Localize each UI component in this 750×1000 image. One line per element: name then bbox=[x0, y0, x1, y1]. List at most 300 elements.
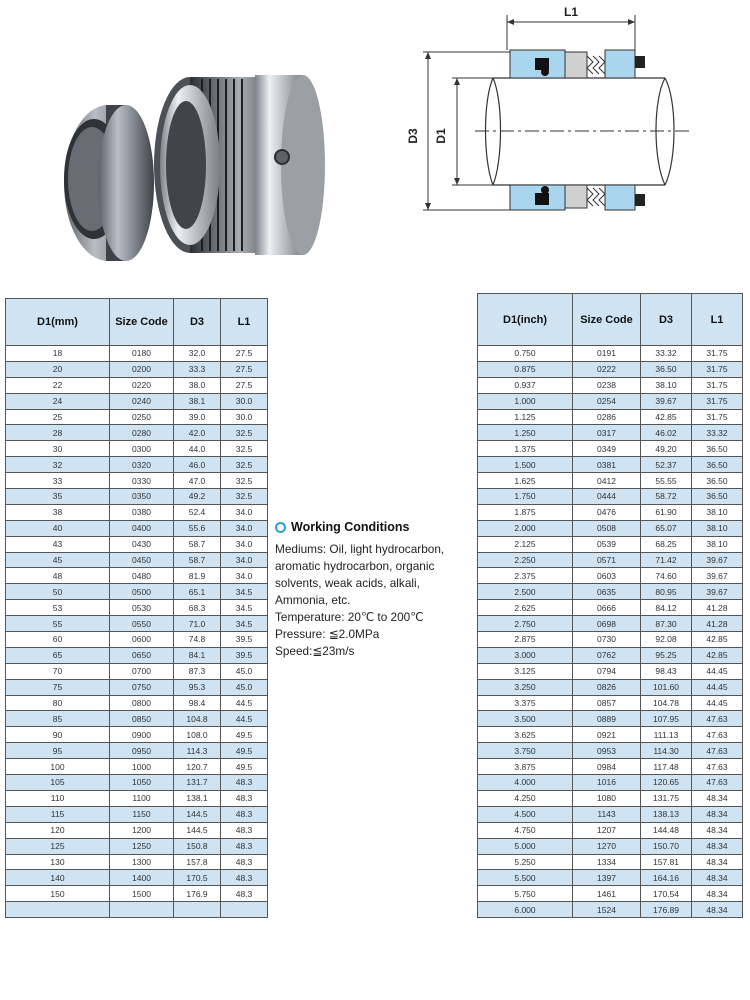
cell-d1: 5.500 bbox=[478, 870, 573, 886]
cell-d1: 50 bbox=[6, 584, 110, 600]
cell-d3: 92.08 bbox=[641, 632, 692, 648]
cell-size-code: 0508 bbox=[573, 520, 641, 536]
cell-d3: 87.30 bbox=[641, 616, 692, 632]
cell-size-code: 1461 bbox=[573, 886, 641, 902]
cell-l1: 34.5 bbox=[221, 584, 268, 600]
table-row bbox=[6, 489, 268, 505]
mediums-text: Mediums: Oil, light hydrocarbon, aromatic hydrocarbon, organic solvents, weak acids, alkali, Ammonia, etc. bbox=[275, 542, 445, 607]
table-row bbox=[6, 441, 268, 457]
cell-d1: 2.125 bbox=[478, 536, 573, 552]
cell-l1: 38.10 bbox=[692, 536, 743, 552]
table-row bbox=[478, 457, 743, 473]
cell-d3: 47.0 bbox=[174, 473, 221, 489]
cell-d3: 46.02 bbox=[641, 425, 692, 441]
cell-d1: 43 bbox=[6, 536, 110, 552]
cell-d3: 58.7 bbox=[174, 536, 221, 552]
cell-size-code: 0539 bbox=[573, 536, 641, 552]
cell-size-code: 0730 bbox=[573, 632, 641, 648]
cell-d1: 1.250 bbox=[478, 425, 573, 441]
cell-d1: 2.500 bbox=[478, 584, 573, 600]
cell-d3: 84.12 bbox=[641, 600, 692, 616]
cell-l1: 48.3 bbox=[221, 775, 268, 791]
cell-size-code: 1397 bbox=[573, 870, 641, 886]
cell-d1: 45 bbox=[6, 552, 110, 568]
cell-size-code: 0550 bbox=[110, 616, 174, 632]
cell-l1: 34.0 bbox=[221, 568, 268, 584]
cell-d3: 101.60 bbox=[641, 679, 692, 695]
cell-l1: 32.5 bbox=[221, 489, 268, 505]
pressure-text: Pressure: ≦2.0MPa bbox=[275, 627, 380, 641]
cell-d1: 95 bbox=[6, 743, 110, 759]
cell-l1: 31.75 bbox=[692, 393, 743, 409]
cell-l1: 47.63 bbox=[692, 743, 743, 759]
cell-l1: 36.50 bbox=[692, 457, 743, 473]
cell-l1: 44.45 bbox=[692, 695, 743, 711]
cell-size-code: 0240 bbox=[110, 393, 174, 409]
table-row bbox=[478, 600, 743, 616]
cell-d1: 1.750 bbox=[478, 489, 573, 505]
cell-size-code: 0380 bbox=[110, 504, 174, 520]
cell-size-code: 0400 bbox=[110, 520, 174, 536]
cell-d1: 53 bbox=[6, 600, 110, 616]
cell-size-code: 0476 bbox=[573, 504, 641, 520]
cell-l1: 48.3 bbox=[221, 854, 268, 870]
table-header-row bbox=[478, 294, 743, 346]
cell-d3: 144.5 bbox=[174, 806, 221, 822]
table-row bbox=[478, 902, 743, 918]
cell-size-code: 0794 bbox=[573, 663, 641, 679]
table-row bbox=[6, 616, 268, 632]
table-row bbox=[6, 759, 268, 775]
cell-d3: 144.5 bbox=[174, 822, 221, 838]
cell-d1: 1.625 bbox=[478, 473, 573, 489]
table-row bbox=[478, 759, 743, 775]
cell-d1: 5.000 bbox=[478, 838, 573, 854]
cell-l1: 32.5 bbox=[221, 473, 268, 489]
cell-d3: 104.78 bbox=[641, 695, 692, 711]
cell-l1: 41.28 bbox=[692, 600, 743, 616]
cell-d1 bbox=[6, 902, 110, 918]
cell-d3: 150.8 bbox=[174, 838, 221, 854]
cell-d3: 131.75 bbox=[641, 790, 692, 806]
cell-size-code: 0666 bbox=[573, 600, 641, 616]
table-row bbox=[6, 504, 268, 520]
cell-d3: 170.5 bbox=[174, 870, 221, 886]
cell-l1: 39.5 bbox=[221, 647, 268, 663]
cell-d3: 108.0 bbox=[174, 727, 221, 743]
cell-d1: 140 bbox=[6, 870, 110, 886]
cell-size-code: 0349 bbox=[573, 441, 641, 457]
cell-d3: 49.2 bbox=[174, 489, 221, 505]
cell-d3: 52.37 bbox=[641, 457, 692, 473]
metric-size-table bbox=[5, 298, 268, 918]
cell-d3: 87.3 bbox=[174, 663, 221, 679]
cell-l1: 38.10 bbox=[692, 520, 743, 536]
cell-l1: 48.34 bbox=[692, 822, 743, 838]
cell-l1: 38.10 bbox=[692, 504, 743, 520]
table-row bbox=[478, 616, 743, 632]
cell-size-code: 1270 bbox=[573, 838, 641, 854]
table-row bbox=[478, 743, 743, 759]
cell-d3: 68.3 bbox=[174, 600, 221, 616]
cell-l1: 41.28 bbox=[692, 616, 743, 632]
cell-d3: 38.0 bbox=[174, 377, 221, 393]
cell-d1: 30 bbox=[6, 441, 110, 457]
cell-d1: 3.250 bbox=[478, 679, 573, 695]
column-header-l1: L1 bbox=[692, 294, 743, 346]
speed-text: Speed:≦23m/s bbox=[275, 644, 355, 658]
d3-label: D3 bbox=[406, 128, 420, 144]
cell-size-code: 0800 bbox=[110, 695, 174, 711]
cell-size-code: 0250 bbox=[110, 409, 174, 425]
table-row bbox=[6, 393, 268, 409]
cell-l1: 27.5 bbox=[221, 361, 268, 377]
cell-d3: 33.32 bbox=[641, 346, 692, 362]
cell-d1: 1.125 bbox=[478, 409, 573, 425]
cell-d3: 114.3 bbox=[174, 743, 221, 759]
cell-d1: 60 bbox=[6, 632, 110, 648]
column-header-d3: D3 bbox=[641, 294, 692, 346]
cell-d3: 42.0 bbox=[174, 425, 221, 441]
cell-l1: 31.75 bbox=[692, 361, 743, 377]
cell-d3: 95.3 bbox=[174, 679, 221, 695]
table-row bbox=[6, 425, 268, 441]
cell-size-code: 0921 bbox=[573, 727, 641, 743]
cell-d3: 114.30 bbox=[641, 743, 692, 759]
cell-size-code: 0650 bbox=[110, 647, 174, 663]
table-row bbox=[6, 886, 268, 902]
cell-l1: 48.34 bbox=[692, 838, 743, 854]
cell-d3: 104.8 bbox=[174, 711, 221, 727]
table-row bbox=[478, 393, 743, 409]
cell-d1: 2.000 bbox=[478, 520, 573, 536]
cell-l1: 48.34 bbox=[692, 870, 743, 886]
cell-size-code: 0953 bbox=[573, 743, 641, 759]
cell-size-code: 0530 bbox=[110, 600, 174, 616]
cell-l1: 30.0 bbox=[221, 393, 268, 409]
cell-l1: 39.5 bbox=[221, 632, 268, 648]
cell-d3: 32.0 bbox=[174, 346, 221, 362]
column-header-size-code: Size Code bbox=[110, 299, 174, 346]
cell-d1: 18 bbox=[6, 346, 110, 362]
table-row bbox=[6, 473, 268, 489]
table-row bbox=[6, 870, 268, 886]
cell-d1: 0.937 bbox=[478, 377, 573, 393]
table-row bbox=[478, 663, 743, 679]
table-row bbox=[478, 568, 743, 584]
cell-l1: 27.5 bbox=[221, 377, 268, 393]
cell-d1: 100 bbox=[6, 759, 110, 775]
cell-l1: 48.3 bbox=[221, 838, 268, 854]
cell-d1: 130 bbox=[6, 854, 110, 870]
table-row bbox=[6, 902, 268, 918]
table-row bbox=[478, 409, 743, 425]
cell-l1: 39.67 bbox=[692, 552, 743, 568]
cell-d3: 74.8 bbox=[174, 632, 221, 648]
cell-size-code: 1100 bbox=[110, 790, 174, 806]
cell-d1: 80 bbox=[6, 695, 110, 711]
cell-d1: 90 bbox=[6, 727, 110, 743]
table-row bbox=[478, 504, 743, 520]
cell-size-code: 0180 bbox=[110, 346, 174, 362]
cell-size-code: 0254 bbox=[573, 393, 641, 409]
cell-d3: 80.95 bbox=[641, 584, 692, 600]
cell-l1: 44.5 bbox=[221, 711, 268, 727]
cell-l1: 27.5 bbox=[221, 346, 268, 362]
cell-size-code: 0444 bbox=[573, 489, 641, 505]
cell-d3: 107.95 bbox=[641, 711, 692, 727]
cell-l1: 48.34 bbox=[692, 854, 743, 870]
cell-d1: 2.375 bbox=[478, 568, 573, 584]
table-row bbox=[6, 552, 268, 568]
cell-d3: 42.85 bbox=[641, 409, 692, 425]
table-row bbox=[6, 743, 268, 759]
table-row bbox=[478, 886, 743, 902]
cell-d1: 32 bbox=[6, 457, 110, 473]
cell-size-code: 1300 bbox=[110, 854, 174, 870]
cell-d1: 1.500 bbox=[478, 457, 573, 473]
cell-l1: 44.45 bbox=[692, 679, 743, 695]
cell-l1: 36.50 bbox=[692, 473, 743, 489]
cell-d1: 120 bbox=[6, 822, 110, 838]
cell-size-code: 0889 bbox=[573, 711, 641, 727]
cell-d3: 176.9 bbox=[174, 886, 221, 902]
cell-d1: 28 bbox=[6, 425, 110, 441]
cell-d1: 2.875 bbox=[478, 632, 573, 648]
table-row bbox=[6, 600, 268, 616]
table-row bbox=[6, 711, 268, 727]
cell-d1: 3.375 bbox=[478, 695, 573, 711]
table-row bbox=[6, 584, 268, 600]
cell-l1: 42.85 bbox=[692, 632, 743, 648]
table-row bbox=[478, 489, 743, 505]
cell-d1: 3.750 bbox=[478, 743, 573, 759]
cell-d1: 33 bbox=[6, 473, 110, 489]
cell-d1: 65 bbox=[6, 647, 110, 663]
cell-d1: 115 bbox=[6, 806, 110, 822]
cell-l1: 47.63 bbox=[692, 727, 743, 743]
cell-size-code: 0500 bbox=[110, 584, 174, 600]
cell-l1: 48.34 bbox=[692, 886, 743, 902]
table-row bbox=[6, 568, 268, 584]
cell-d1: 3.875 bbox=[478, 759, 573, 775]
cell-size-code: 0480 bbox=[110, 568, 174, 584]
cell-d1: 125 bbox=[6, 838, 110, 854]
table-row bbox=[6, 663, 268, 679]
cell-d1: 70 bbox=[6, 663, 110, 679]
cell-d1: 2.625 bbox=[478, 600, 573, 616]
cell-size-code: 0286 bbox=[573, 409, 641, 425]
cell-d3: 55.55 bbox=[641, 473, 692, 489]
column-header-l1: L1 bbox=[221, 299, 268, 346]
table-row bbox=[478, 632, 743, 648]
cell-size-code: 1150 bbox=[110, 806, 174, 822]
cell-d1: 2.250 bbox=[478, 552, 573, 568]
cell-l1: 39.67 bbox=[692, 568, 743, 584]
table-row bbox=[6, 457, 268, 473]
cell-d1: 105 bbox=[6, 775, 110, 791]
cell-d3: 84.1 bbox=[174, 647, 221, 663]
cell-size-code: 1250 bbox=[110, 838, 174, 854]
cell-l1: 48.3 bbox=[221, 806, 268, 822]
cell-size-code: 0750 bbox=[110, 679, 174, 695]
cell-l1: 32.5 bbox=[221, 425, 268, 441]
seal-bottom-section bbox=[510, 185, 645, 210]
table-row bbox=[478, 822, 743, 838]
cell-d1: 1.375 bbox=[478, 441, 573, 457]
cell-l1: 33.32 bbox=[692, 425, 743, 441]
table-row bbox=[478, 775, 743, 791]
cell-d1: 40 bbox=[6, 520, 110, 536]
d1-label: D1 bbox=[434, 128, 448, 144]
cell-d3: 150.70 bbox=[641, 838, 692, 854]
cell-l1: 48.3 bbox=[221, 886, 268, 902]
cell-l1: 44.5 bbox=[221, 695, 268, 711]
cell-size-code: 0430 bbox=[110, 536, 174, 552]
cell-size-code: 0984 bbox=[573, 759, 641, 775]
table-row bbox=[478, 552, 743, 568]
cell-d1: 4.250 bbox=[478, 790, 573, 806]
cell-l1: 36.50 bbox=[692, 489, 743, 505]
cell-size-code: 0600 bbox=[110, 632, 174, 648]
table-row bbox=[6, 647, 268, 663]
cell-l1: 36.50 bbox=[692, 441, 743, 457]
cell-l1: 44.45 bbox=[692, 663, 743, 679]
cell-size-code: 1400 bbox=[110, 870, 174, 886]
cell-d3: 65.1 bbox=[174, 584, 221, 600]
seal-top-section bbox=[510, 50, 645, 78]
inch-size-table bbox=[477, 293, 743, 918]
cell-size-code: 0950 bbox=[110, 743, 174, 759]
cell-size-code: 0762 bbox=[573, 647, 641, 663]
cell-d1: 2.750 bbox=[478, 616, 573, 632]
cell-d1: 3.125 bbox=[478, 663, 573, 679]
cell-d3: 71.0 bbox=[174, 616, 221, 632]
cell-d1: 25 bbox=[6, 409, 110, 425]
cell-l1: 48.3 bbox=[221, 870, 268, 886]
cell-d3: 120.65 bbox=[641, 775, 692, 791]
table-row bbox=[6, 822, 268, 838]
cell-d3: 164.16 bbox=[641, 870, 692, 886]
cell-l1: 32.5 bbox=[221, 441, 268, 457]
table-row bbox=[478, 361, 743, 377]
table-row bbox=[478, 870, 743, 886]
cell-d3: 33.3 bbox=[174, 361, 221, 377]
cell-d3: 38.1 bbox=[174, 393, 221, 409]
cell-l1: 31.75 bbox=[692, 377, 743, 393]
cell-d3: 111.13 bbox=[641, 727, 692, 743]
working-conditions-panel bbox=[275, 520, 475, 660]
table-row bbox=[6, 377, 268, 393]
cell-size-code: 0300 bbox=[110, 441, 174, 457]
cell-size-code: 0317 bbox=[573, 425, 641, 441]
cell-d3: 71.42 bbox=[641, 552, 692, 568]
cell-d1: 0.750 bbox=[478, 346, 573, 362]
table-row bbox=[478, 377, 743, 393]
cell-size-code: 0826 bbox=[573, 679, 641, 695]
cell-d1: 55 bbox=[6, 616, 110, 632]
cell-l1: 34.5 bbox=[221, 600, 268, 616]
cell-size-code: 0571 bbox=[573, 552, 641, 568]
cell-size-code: 0603 bbox=[573, 568, 641, 584]
table-row bbox=[6, 775, 268, 791]
cell-l1: 34.0 bbox=[221, 520, 268, 536]
cell-d1: 3.500 bbox=[478, 711, 573, 727]
table-row bbox=[478, 838, 743, 854]
cell-size-code: 0850 bbox=[110, 711, 174, 727]
cell-size-code: 0857 bbox=[573, 695, 641, 711]
cell-d1: 38 bbox=[6, 504, 110, 520]
cell-d1: 4.000 bbox=[478, 775, 573, 791]
cell-d1: 150 bbox=[6, 886, 110, 902]
cell-d1: 75 bbox=[6, 679, 110, 695]
circle-bullet-icon bbox=[275, 522, 286, 533]
cell-l1: 42.85 bbox=[692, 647, 743, 663]
cell-l1 bbox=[221, 902, 268, 918]
cell-d3: 98.4 bbox=[174, 695, 221, 711]
cell-d1: 24 bbox=[6, 393, 110, 409]
cell-l1: 47.63 bbox=[692, 759, 743, 775]
table-row bbox=[6, 536, 268, 552]
cell-size-code: 0220 bbox=[110, 377, 174, 393]
table-row bbox=[6, 361, 268, 377]
cell-l1: 39.67 bbox=[692, 584, 743, 600]
cell-l1: 47.63 bbox=[692, 775, 743, 791]
cell-d3: 74.60 bbox=[641, 568, 692, 584]
stationary-ring bbox=[64, 105, 154, 261]
table-row bbox=[6, 854, 268, 870]
table-row bbox=[478, 695, 743, 711]
table-row bbox=[478, 346, 743, 362]
cell-size-code: 1334 bbox=[573, 854, 641, 870]
cell-size-code: 0320 bbox=[110, 457, 174, 473]
cell-size-code: 1524 bbox=[573, 902, 641, 918]
table-row bbox=[478, 520, 743, 536]
cell-l1: 34.5 bbox=[221, 616, 268, 632]
cell-d1: 5.750 bbox=[478, 886, 573, 902]
column-header-d1-inch: D1(inch) bbox=[478, 294, 573, 346]
cell-d3: 46.0 bbox=[174, 457, 221, 473]
table-row bbox=[478, 854, 743, 870]
table-row bbox=[478, 790, 743, 806]
table-row bbox=[6, 838, 268, 854]
cell-d1: 20 bbox=[6, 361, 110, 377]
cell-size-code: 0635 bbox=[573, 584, 641, 600]
cell-d1: 110 bbox=[6, 790, 110, 806]
column-header-d3: D3 bbox=[174, 299, 221, 346]
cell-l1: 32.5 bbox=[221, 457, 268, 473]
cell-d3: 36.50 bbox=[641, 361, 692, 377]
cell-d3: 138.1 bbox=[174, 790, 221, 806]
cell-d3: 49.20 bbox=[641, 441, 692, 457]
table-row bbox=[6, 520, 268, 536]
cell-d3: 58.72 bbox=[641, 489, 692, 505]
cell-d1: 3.625 bbox=[478, 727, 573, 743]
seal-cross-section-drawing bbox=[395, 0, 700, 230]
cell-size-code: 0200 bbox=[110, 361, 174, 377]
table-row bbox=[478, 584, 743, 600]
working-conditions-heading bbox=[275, 520, 475, 534]
cell-size-code: 0412 bbox=[573, 473, 641, 489]
temperature-text: Temperature: 20℃ to 200℃ bbox=[275, 610, 424, 624]
table-row bbox=[478, 425, 743, 441]
cell-l1: 49.5 bbox=[221, 727, 268, 743]
table-row bbox=[6, 790, 268, 806]
table-row bbox=[478, 536, 743, 552]
cell-d3: 157.81 bbox=[641, 854, 692, 870]
cell-d3: 39.0 bbox=[174, 409, 221, 425]
seal-product-photo bbox=[50, 55, 330, 270]
